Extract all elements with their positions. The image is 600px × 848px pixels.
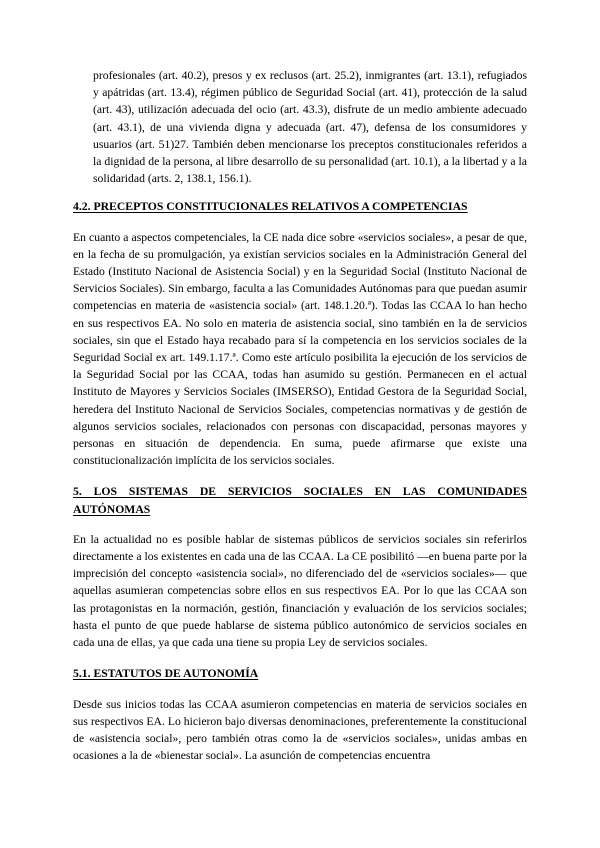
section-4-2-paragraph: En cuanto a aspectos competenciales, la CE nada dice sobre «servicios sociales», a pesar de que, en la fecha de su promulgación, ya existían servicios sociales en la Administración General del Estado (Instituto Nacional de Asistencia Social) y en la Seguridad Social (Instituto Nacional de Servicios Sociales). Sin embargo, faculta a las Comunidades Autónomas para que puedan asumir competencias en materia de «asistencia social» (art. 148.1.20.ª). Todas las CCAA lo han hecho en sus respectivos EA. No solo en materia de asistencia social, sino también en la de servicios sociales, sin que el Estado haya recabado para sí la competencia en los servicios sociales de la Seguridad Social ex art. 149.1.17.ª. Como este artículo posibilita la ejecución de los servicios de la Seguridad Social por las CCAA, todas han asumido su gestión. Permanecen en el actual Instituto de Mayores y Servicios Sociales (IMSERSO), Entidad Gestora de la Seguridad Social, heredera del Instituto Nacional de Servicios Sociales, competencias normativas y de gestión de algunos servicios sociales, relacionados con personas con discapacidad, personas mayores y personas en situación de dependencia. En suma, puede afirmarse que existe una constitucionalización implícita de los servicios sociales. bbox=[73, 230, 527, 468]
intro-paragraph: profesionales (art. 40.2), presos y ex reclusos (art. 25.2), inmigrantes (art. 13.1), refugiados y apátridas (art. 13.4), régimen público de Seguridad Social (art. 41), protección de la salud (art. 43), utilización adecuada del ocio (art. 43.3), disfrute de un medio ambiente adecuado (art. 43.1), de una vivienda digna y adecuada (art. 47), defensa de los consumidores y usuarios (art. 51)27. También deben mencionarse los preceptos constitucionales referidos a la dignidad de la persona, al libre desarrollo de su personalidad (art. 10.1), a la libertad y a la solidaridad (arts. 2, 138.1, 156.1). bbox=[93, 69, 527, 186]
section-5-heading: 5. LOS SISTEMAS DE SERVICIOS SOCIALES EN LAS COMUNIDADES AUTÓNOMAS bbox=[73, 485, 527, 516]
section-4-2-heading: 4.2. PRECEPTOS CONSTITUCIONALES RELATIVOS A COMPETENCIAS bbox=[73, 200, 468, 214]
section-5-paragraph: En la actualidad no es posible hablar de sistemas públicos de servicios sociales sin referirlos directamente a los existentes en cada una de las CCAA. La CE posibilitó —en buena parte por la imprecisión del concepto «asistencia social», no diferenciado del de «servicios sociales»— que aquellas asumieran competencias sobre ellos en sus respectivos EA. Por lo que las CCAA son las protagonistas en la normación, gestión, financiación y evaluación de los servicios sociales; hasta el punto de que puede hablarse de sistema público autonómico de servicios sociales en cada una de ellas, ya que cada una tiene su propia Ley de servicios sociales. bbox=[73, 532, 527, 650]
section-5-1-heading: 5.1. ESTATUTOS DE AUTONOMÍA bbox=[73, 667, 259, 681]
section-5-1-paragraph: Desde sus inicios todas las CCAA asumieron competencias en materia de servicios sociales en sus respectivos EA. Lo hicieron bajo diversas denominaciones, preferentemente la constitucional de «asistencia social», pero también otras como la de «servicios sociales», unidas ambas en ocasiones a la de «bienestar social». La asunción de competencias encuentra bbox=[73, 697, 527, 763]
document-body bbox=[73, 67, 527, 764]
